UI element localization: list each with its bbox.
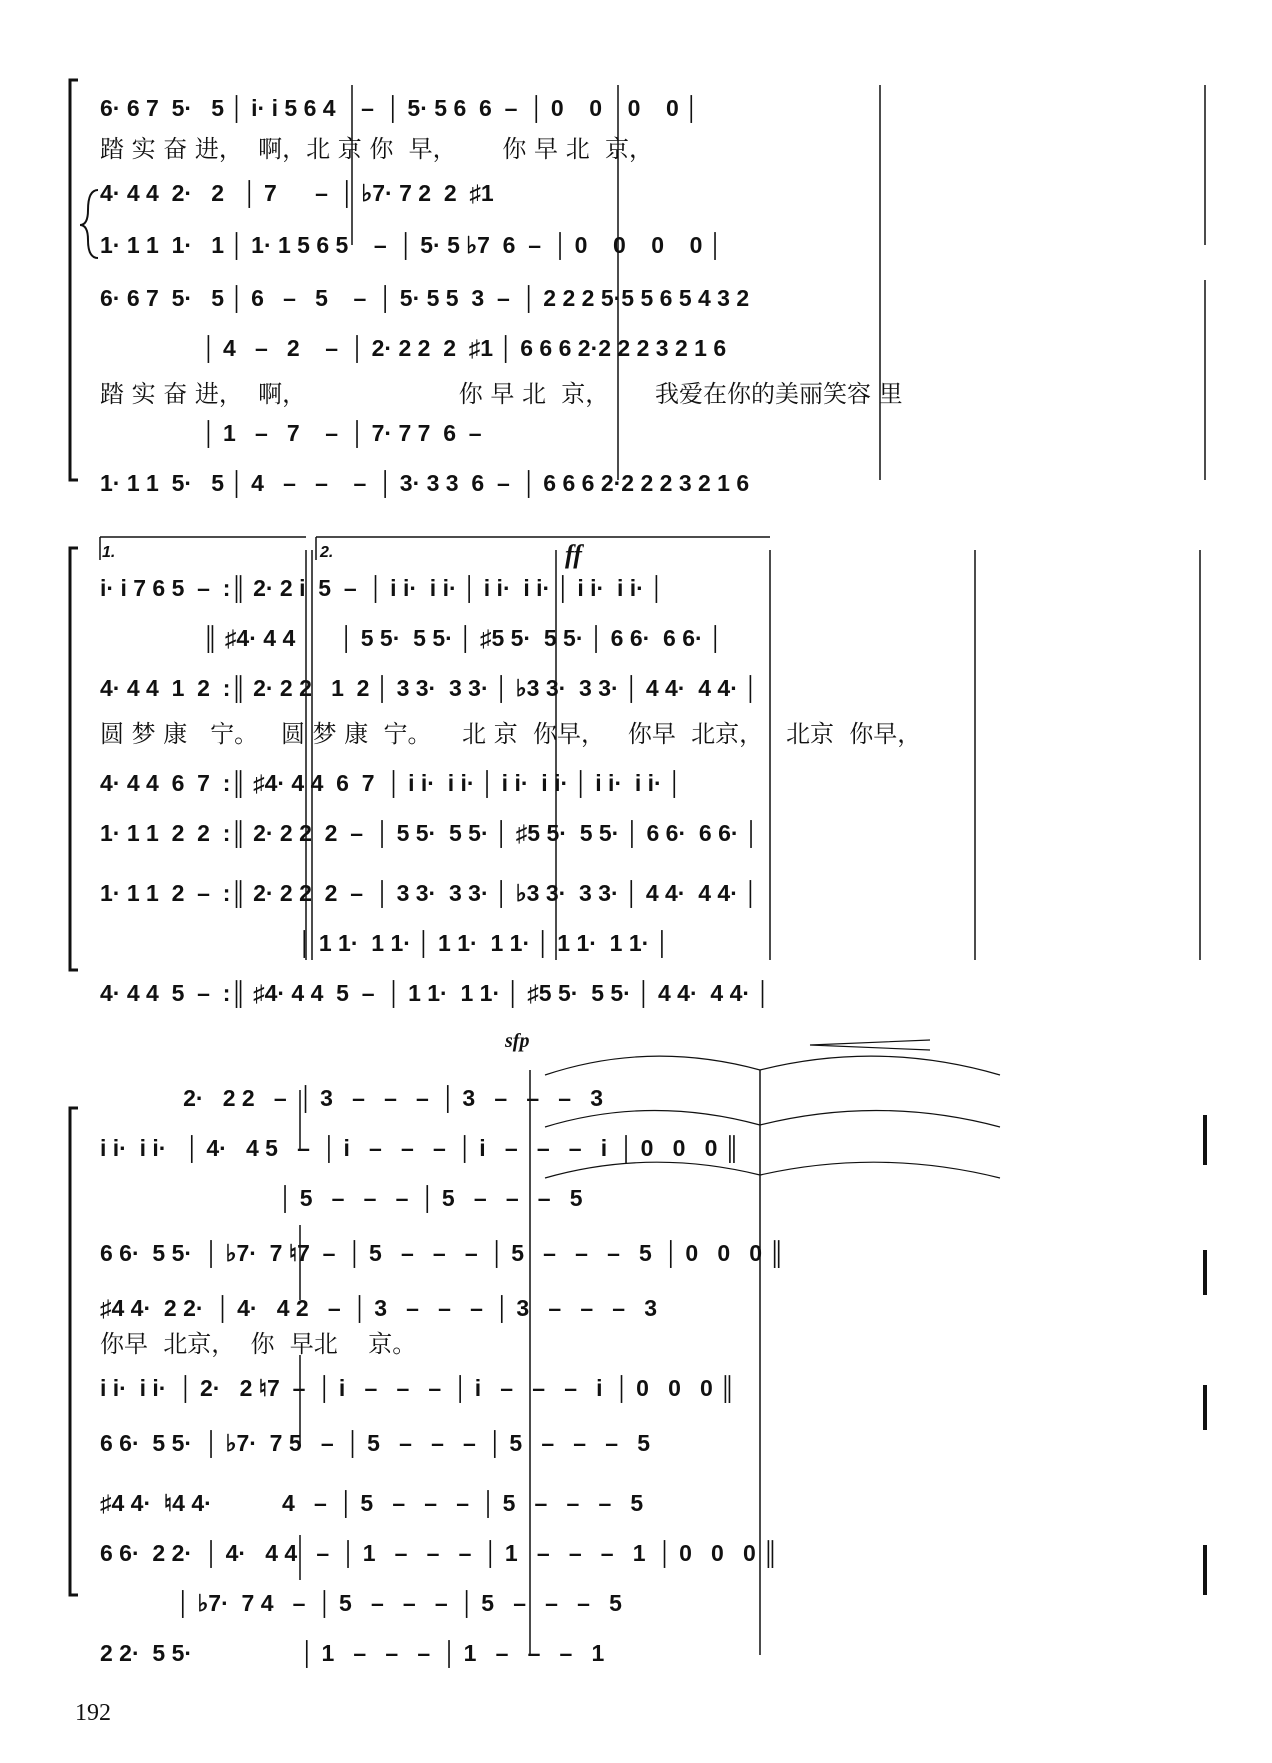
- system-1-row: 4· 4 4 2· 2 │ 7 – │ ♭7· 7 2 2 ♯1: [100, 180, 494, 206]
- system-1-lyrics: 踏 实 奋 进， 啊， 你 早 北 京， 我爱在你的美丽笑容 里: [100, 380, 903, 408]
- dynamic-sfp: sfp: [505, 1030, 530, 1052]
- system-3-row: ♯4 4· ♮4 4· 4 – │ 5 – – – │ 5 – – – 5: [100, 1490, 644, 1516]
- system-3-row: i i· i i· │ 2· 2 ♮7 – │ i – – – │ i – – – i │ 0 0 0 ║: [100, 1375, 736, 1401]
- system-3-row: ♯4 4· 2 2· │ 4· 4 2 – │ 3 – – – │ 3 – – – 3: [100, 1295, 658, 1321]
- system-2-row: │ 1 1· 1 1· │ 1 1· 1 1· │ 1 1· 1 1· │: [100, 930, 671, 956]
- system-3-row: 6 6· 5 5· │ ♭7· 7 ♮7 – │ 5 – – – │ 5 – – – 5 │ 0 0 0 ║: [100, 1240, 785, 1266]
- system-2-bracket: [70, 548, 78, 970]
- first-ending-label: 1.: [102, 544, 116, 561]
- system-1-row: │ 4 – 2 – │ 2· 2 2 2 ♯1 │ 6 6 6 2·2 2 2 3 2 1 6: [100, 335, 727, 361]
- system-1-bracket: [70, 80, 98, 480]
- system-1-row: 1· 1 1 1· 1 │ 1· 1 5 6 5 – │ 5· 5 ♭7 6 – │ 0 0 0 0 │: [100, 232, 724, 258]
- system-2-row: 4· 4 4 6 7 :║ ♯4· 4 4 6 7 │ i i· i i· │ i i· i i· │ i i· i i· │: [100, 770, 683, 796]
- system-2-row: 1· 1 1 2 – :║ 2· 2 2 2 – │ 3 3· 3 3· │ ♭3 3· 3 3· │ 4 4· 4 4· │: [100, 880, 759, 906]
- page-number: 192: [75, 1700, 111, 1726]
- system-2-row: i· i 7 6 5 – :║ 2· 2 i 5 – │ i i· i i· │ i i· i i· │ i i· i i· │: [100, 575, 665, 601]
- system-2-lyrics: 圆 梦 康 宁。 圆 梦 康 宁。 北 京 你早， 你早 北京， 北京 你早，: [100, 720, 922, 748]
- system-3-row: 6 6· 2 2· │ 4· 4 4 – │ 1 – – – │ 1 – – – 1 │ 0 0 0 ║: [100, 1540, 779, 1566]
- system-3-row: │ ♭7· 7 4 – │ 5 – – – │ 5 – – – 5: [100, 1590, 622, 1616]
- system-3-row: i i· i i· │ 4· 4 5 – │ i – – – │ i – – – i │ 0 0 0 ║: [100, 1135, 741, 1161]
- system-3-row: 6 6· 5 5· │ ♭7· 7 5 – │ 5 – – – │ 5 – – – 5: [100, 1430, 651, 1456]
- system-1-row: 6· 6 7 5· 5 │ 6 – 5 – │ 5· 5 5 3 – │ 2 2 2 5·5 5 6 5 4 3 2: [100, 285, 750, 311]
- system-2-row: ║ ♯4· 4 4 │ 5 5· 5 5· │ ♯5 5· 5 5· │ 6 6· 6 6· │: [100, 625, 724, 651]
- system-1-row: │ 1 – 7 – │ 7· 7 7 6 –: [100, 420, 482, 446]
- system-2-row: 4· 4 4 1 2 :║ 2· 2 2 1 2 │ 3 3· 3 3· │ ♭3 3· 3 3· │ 4 4· 4 4· │: [100, 675, 759, 701]
- system-3-lyrics: 你早 北京， 你 早北 京。: [100, 1330, 417, 1358]
- system-2-row: 4· 4 4 5 – :║ ♯4· 4 4 5 – │ 1 1· 1 1· │ ♯5 5· 5 5· │ 4 4· 4 4· │: [100, 980, 771, 1006]
- system-3-bracket: [70, 1108, 78, 1595]
- system-3-row: 2· 2 2 – │ 3 – – – │ 3 – – – 3: [100, 1085, 604, 1111]
- system-1-row: 1· 1 1 5· 5 │ 4 – – – │ 3· 3 3 6 – │ 6 6 6 2·2 2 2 3 2 1 6: [100, 470, 750, 496]
- second-ending-label: 2.: [320, 544, 334, 561]
- system-1-lyrics: 踏 实 奋 进， 啊，北 京 你 早， 你 早 北 京，: [100, 135, 653, 163]
- system-3-row: 2 2· 5 5· │ 1 – – – │ 1 – – – 1: [100, 1640, 605, 1666]
- system-2-row: 1· 1 1 2 2 :║ 2· 2 2 2 – │ 5 5· 5 5· │ ♯5 5· 5 5· │ 6 6· 6 6· │: [100, 820, 760, 846]
- system-3-row: │ 5 – – – │ 5 – – – 5: [100, 1185, 583, 1211]
- crescendo-hairpin: [810, 1040, 930, 1050]
- dynamic-ff: ff: [565, 540, 582, 569]
- system-1-row: 6· 6 7 5· 5 │ i· i 5 6 4 – │ 5· 5 6 6 – │ 0 0 0 0 │: [100, 95, 700, 121]
